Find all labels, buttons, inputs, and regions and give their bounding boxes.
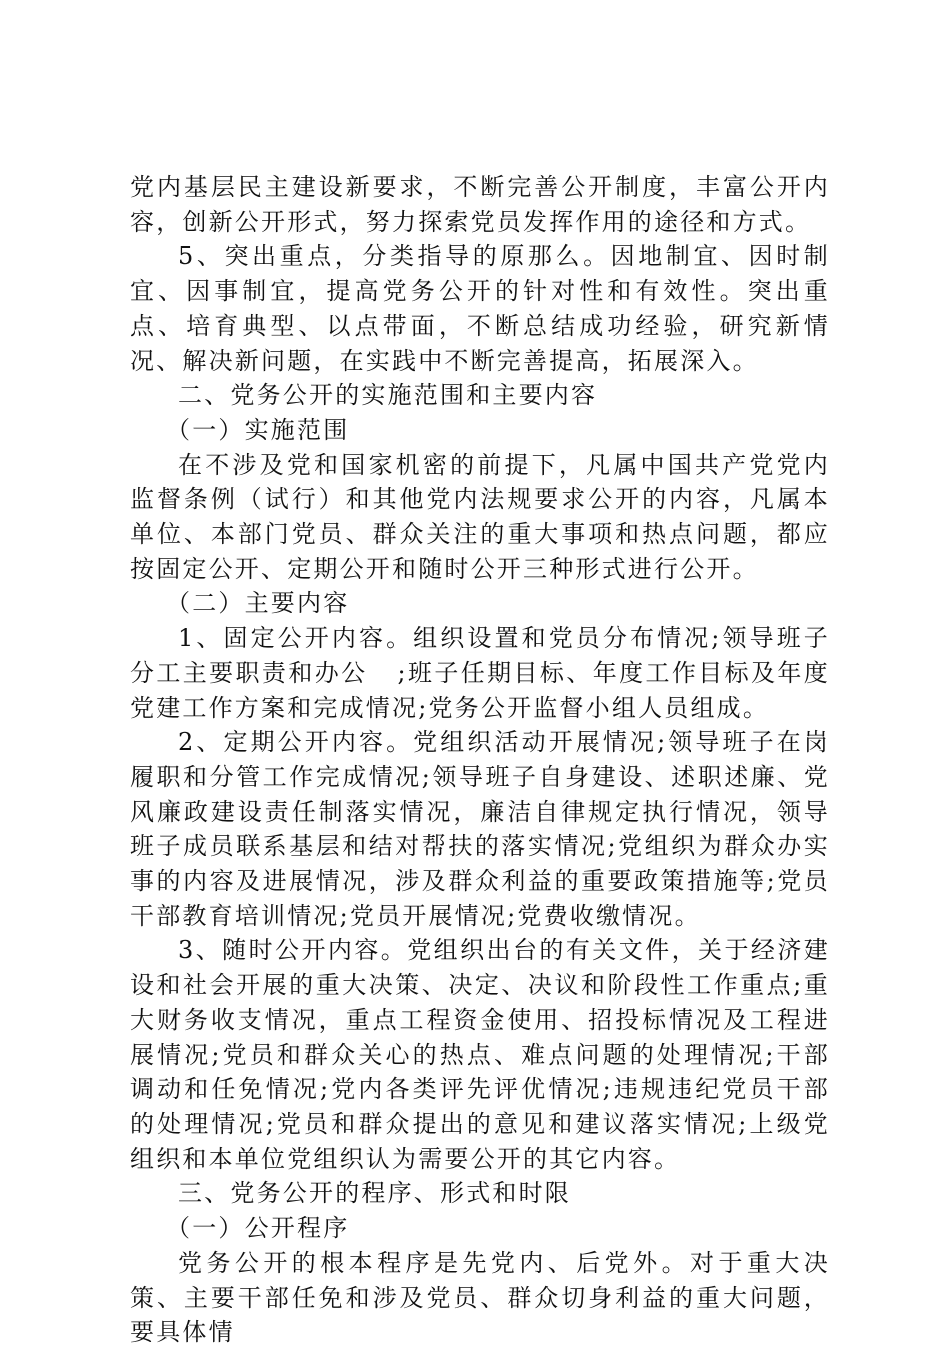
paragraph-procedure: 党务公开的根本程序是先党内、后党外。对于重大决策、主要干部任免和涉及党员、群众切身利益的重大问题，要具体情 bbox=[130, 1248, 830, 1347]
document-body bbox=[130, 170, 830, 1350]
paragraph-fixed-disclosure: 1、固定公开内容。组织设置和党员分布情况;领导班子分工主要职责和办公 ;班子任期目标、年度工作目标及年度党建工作方案和完成情况;党务公开监督小组人员组成。 bbox=[130, 624, 830, 722]
paragraph-scope: 在不涉及党和国家机密的前提下，凡属中国共产党党内监督条例（试行）和其他党内法规要求公开的内容，凡属本单位、本部门党员、群众关注的重大事项和热点问题，都应按固定公开、定期公开和随时公开三种形式进行公开。 bbox=[130, 450, 830, 583]
subsection-heading-main-content: （二）主要内容 bbox=[166, 589, 350, 618]
subsection-heading-procedure: （一）公开程序 bbox=[166, 1214, 350, 1243]
paragraph-anytime-disclosure: 3、随时公开内容。党组织出台的有关文件，关于经济建设和社会开展的重大决策、决定、决议和阶段性工作重点;重大财务收支情况，重点工程资金使用、招投标情况及工程进展情况;党员和群众关心的热点、难点问题的处理情况;干部调动和任免情况;党内各类评先评优情况;违规违纪党员干部的处理情况;党员和群众提出的意见和建议落实情况;上级党组织和本单位党组织认为需要公开的其它内容。 bbox=[130, 936, 830, 1173]
paragraph-principle-5: 5、突出重点，分类指导的原那么。因地制宜、因时制宜、因事制宜，提高党务公开的针对性和有效性。突出重点、培育典型、以点带面，不断总结成功经验，研究新情况、解决新问题，在实践中不断完善提高，拓展深入。 bbox=[130, 242, 830, 375]
subsection-heading-scope: （一）实施范围 bbox=[166, 415, 350, 444]
section-heading-3: 三、党务公开的程序、形式和时限 bbox=[178, 1179, 571, 1208]
paragraph-regular-disclosure: 2、定期公开内容。党组织活动开展情况;领导班子在岗履职和分管工作完成情况;领导班子自身建设、述职述廉、党风廉政建设责任制落实情况，廉洁自律规定执行情况，领导班子成员联系基层和结对帮扶的落实情况;党组织为群众办实事的内容及进展情况，涉及群众利益的重要政策措施等;党员干部教育培训情况;党员开展情况;党费收缴情况。 bbox=[130, 728, 830, 930]
paragraph-continuation: 党内基层民主建设新要求，不断完善公开制度，丰富公开内容，创新公开形式，努力探索党员发挥作用的途径和方式。 bbox=[130, 173, 830, 236]
section-heading-2: 二、党务公开的实施范围和主要内容 bbox=[178, 381, 598, 410]
